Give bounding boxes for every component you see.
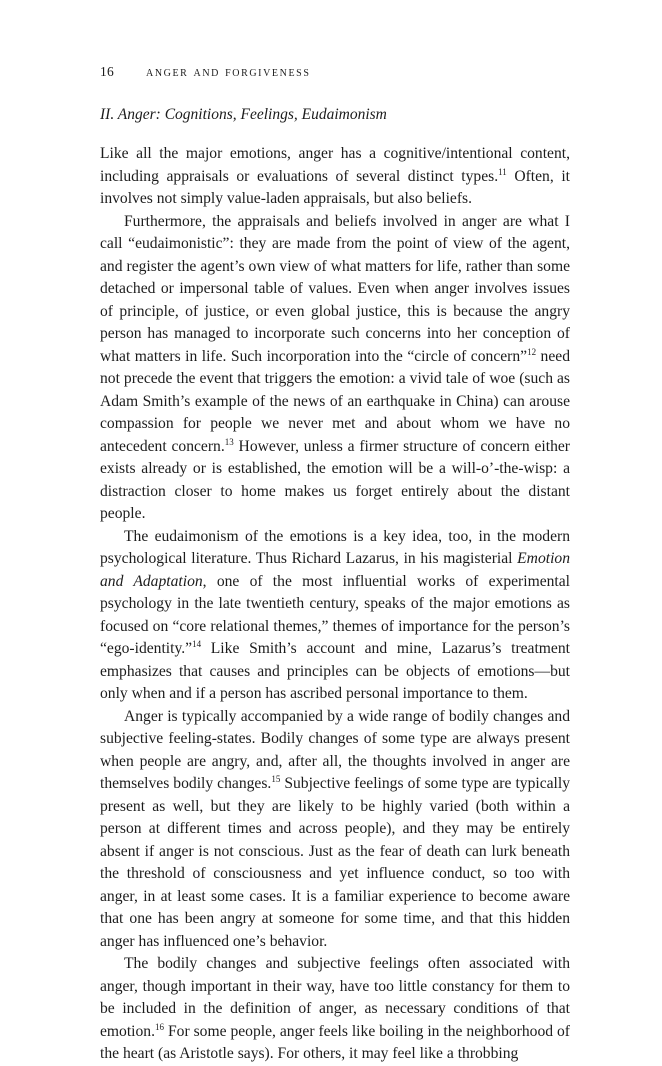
text-run: Furthermore, the appraisals and beliefs involved in anger are what I call “eudaimonistic”: they are made from the point of view of the agent, and register the agent’s own view of what matters for life, rather than some detached or impersonal table of values. Even when anger involves issues of principle, of justice, or even global justice, this is because the angry person has managed to incorporate such concerns into her conception of what matters in life. Such incorporation into the “circle of concern”	[100, 212, 570, 365]
paragraph	[100, 526, 570, 706]
text-run: Often, it involves not simply value-laden appraisals, but also beliefs.	[100, 167, 570, 207]
text-run: need not precede the event that triggers the emotion: a vivid tale of woe (such as Adam Smith’s example of the news of an earthquake in China) can arouse compassion for people we never met and about whom we have no antecedent concern.	[100, 347, 570, 455]
running-head-title: anger and forgiveness	[146, 65, 311, 80]
paragraph	[100, 211, 570, 526]
footnote-marker: 15	[271, 774, 281, 784]
footnote-marker: 14	[192, 639, 202, 649]
text-run: Subjective feelings of some type are typically present as well, but they are likely to be highly varied (both within a person at different times and across people), and they may be entirely absent if anger is not conscious. Just as the fear of death can lurk beneath the threshold of consciousness and yet influence conduct, so too with anger, in at least some cases. It is a familiar experience to become aware that one has been angry at someone for some time, and that this hidden anger has influenced one’s behavior.	[100, 775, 571, 950]
text-run: However, unless a firmer structure of concern either exists already or is established, the emotion will be a will-o’-the-wisp: a distraction closer to home makes us forget entirely about the distant people.	[100, 437, 570, 522]
text-run: Like all the major emotions, anger has a cognitive/intentional content, including appraisals or evaluations of several distinct types.	[100, 145, 570, 185]
paragraph	[100, 143, 570, 211]
text-run: For some people, anger feels like boiling in the neighborhood of the heart (as Aristotle says). For others, it may feel like a throbbing	[100, 1022, 570, 1062]
page-number: 16	[100, 64, 115, 79]
book-page	[100, 62, 570, 1066]
book-title-emphasis: Emotion and Adaptation	[100, 550, 570, 590]
footnote-marker: 13	[224, 436, 234, 447]
footnote-marker: 12	[527, 346, 537, 357]
footnote-marker: 16	[155, 1021, 165, 1032]
body-text	[100, 143, 570, 1066]
text-run: Anger is typically accompanied by a wide range of bodily changes and subjective feeling-states. Bodily changes of some type are always present when people are angry, and, after all, the thoughts involved in anger are themselves bodily changes.	[100, 707, 570, 792]
text-run: Like Smith’s account and mine, Lazarus’s treatment emphasizes that causes and principles can be objects of emotions—but only when and if a person has ascribed personal importance to them.	[100, 640, 570, 702]
running-head	[100, 62, 570, 82]
text-run: , one of the most influential works of experimental psychology in the late twentieth century, speaks of the major emotions as focused on “core relational themes,” themes of importance for the person’s “ego-identity.”	[100, 572, 571, 657]
footnote-marker: 11	[498, 166, 507, 177]
paragraph	[100, 706, 570, 954]
paragraph	[100, 953, 570, 1066]
text-run: The eudaimonism of the emotions is a key idea, too, in the modern psychological literature. Thus Richard Lazarus, in his magisterial	[100, 527, 570, 567]
text-run: The bodily changes and subjective feelings often associated with anger, though important in their way, have too little constancy for them to be included in the definition of anger, as necessary conditions of that emotion.	[100, 955, 570, 1040]
section-heading: II. Anger: Cognitions, Feelings, Eudaimonism	[100, 106, 387, 123]
